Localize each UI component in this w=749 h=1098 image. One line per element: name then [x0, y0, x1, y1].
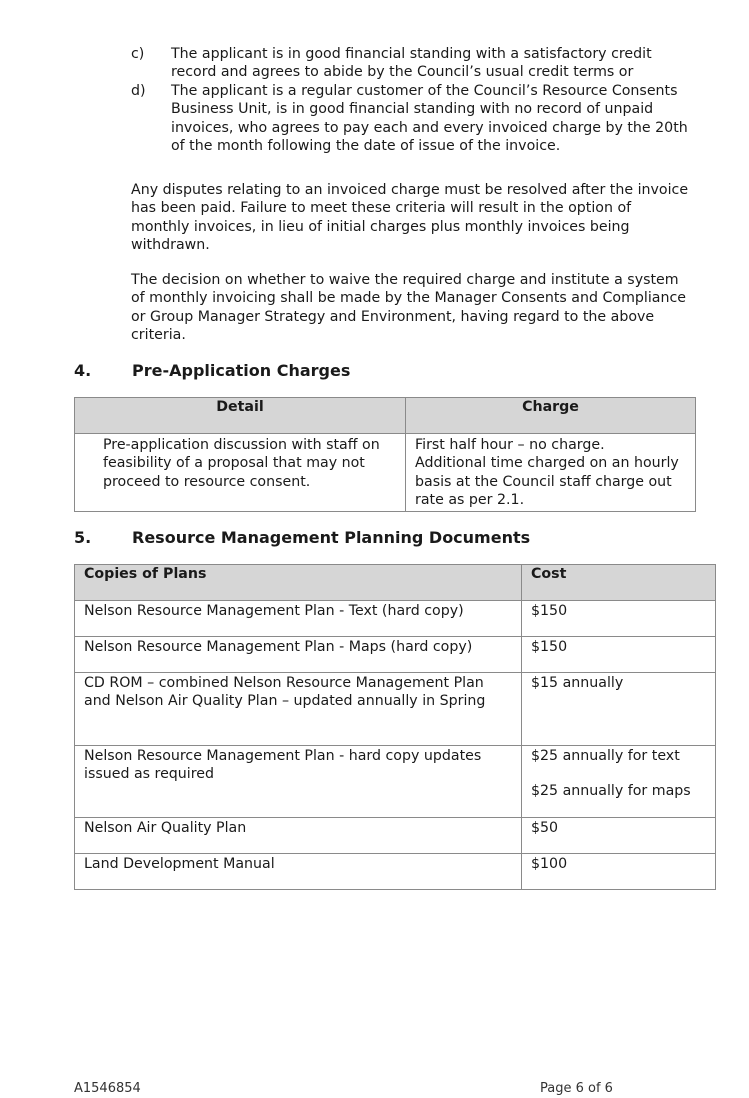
table-row [75, 637, 716, 673]
pre-application-table [74, 397, 696, 512]
plan-cost-cell: $25 annually for text [531, 748, 680, 764]
table-row [75, 746, 716, 818]
plan-item-cell: CD ROM – combined Nelson Resource Management Plan and Nelson Air Quality Plan – updated annually in Spring [84, 675, 486, 710]
section-title: Resource Management Planning Documents [132, 528, 531, 547]
paragraph-disputes: Any disputes relating to an invoiced charge must be resolved after the invoice has been paid. Failure to meet these criteria will result in the option of monthly invoices, in lieu of initial charges plus monthly invoices being withdrawn. [131, 182, 689, 253]
plan-cost-cell: $15 annually [531, 675, 624, 691]
table-row [75, 673, 716, 746]
list-marker: c) [131, 46, 145, 62]
table-row [75, 434, 696, 512]
document-reference: A1546854 [74, 1081, 141, 1096]
plan-item-cell: Nelson Air Quality Plan [84, 820, 247, 836]
table-header-cost: Cost [522, 565, 716, 601]
section-number: 5. [74, 528, 92, 547]
page-number: Page 6 of 6 [540, 1081, 613, 1096]
section-title: Pre-Application Charges [132, 361, 351, 380]
section-4-heading [74, 362, 674, 382]
plan-cost-cell: $150 [531, 639, 568, 655]
section-5-heading [74, 529, 674, 549]
plan-cost-cell: $25 annually for maps [531, 783, 691, 800]
list-text: The applicant is a regular customer of the Council’s Resource Consents Business Unit, is in good financial standing with no record of unpaid invoices, who agrees to pay each and every invoiced charge by the 20th of the month following the date of issue of the invoice. [171, 83, 688, 154]
plan-cost-cell: $100 [531, 856, 568, 872]
detail-cell: Pre-application discussion with staff on feasibility of a proposal that may not proceed to resource consent. [103, 437, 380, 490]
table-row [75, 854, 716, 890]
plan-item-cell: Nelson Resource Management Plan - Maps (hard copy) [84, 639, 473, 655]
plan-cost-cell: $150 [531, 603, 568, 619]
table-row [75, 818, 716, 854]
paragraph-decision: The decision on whether to waive the required charge and institute a system of monthly invoicing shall be made by the Manager Consents and Compliance or Group Manager Strategy and Environment, having regard to the above criteria. [131, 272, 687, 343]
table-header-charge: Charge [406, 398, 696, 434]
table-header-detail: Detail [75, 398, 406, 434]
list-marker: d) [131, 83, 146, 99]
table-row [75, 601, 716, 637]
plan-item-cell: Nelson Resource Management Plan - Text (hard copy) [84, 603, 464, 619]
planning-documents-table [74, 564, 716, 890]
plan-item-cell: Land Development Manual [84, 856, 275, 872]
plan-item-cell: Nelson Resource Management Plan - hard copy updates issued as required [84, 748, 482, 783]
table-header-copies: Copies of Plans [75, 565, 522, 601]
plan-cost-cell: $50 [531, 820, 559, 836]
charge-cell: First half hour – no charge. Additional time charged on an hourly basis at the Council staff charge out rate as per 2.1. [415, 437, 679, 508]
section-number: 4. [74, 361, 92, 380]
list-text: The applicant is in good financial standing with a satisfactory credit record and agrees to abide by the Council’s usual credit terms or [171, 46, 652, 81]
